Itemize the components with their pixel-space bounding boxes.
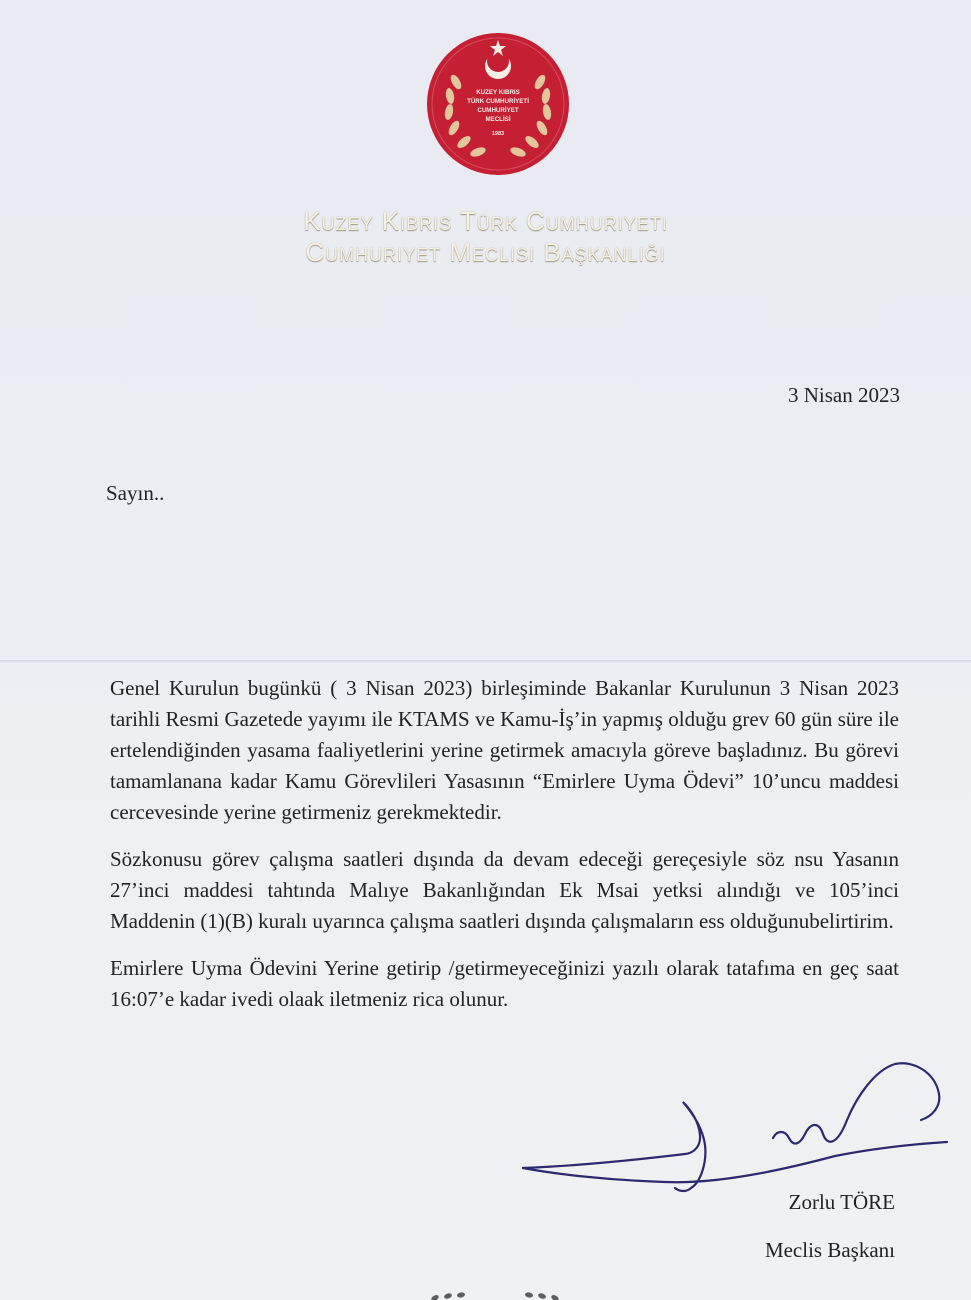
seal-text-line-1: KUZEY KIBRIS [476, 89, 520, 96]
seal-text-line-4: MECLİSİ [485, 116, 511, 123]
letter-date: 3 Nisan 2023 [788, 383, 900, 407]
parliament-seal-logo [426, 32, 570, 176]
letterhead [0, 206, 971, 268]
seal-text-line-2: TÜRK CUMHURİYETİ [467, 98, 529, 105]
letterhead-line-2: Cumhuriyet Meclisi Başkanlığı [305, 237, 666, 267]
paragraph-1: Genel Kurulun bugünkü ( 3 Nisan 2023) birleşiminde Bakanlar Kurulunun 3 Nisan 2023 tarihli Resmi Gazetede yayımı ile KTAMS ve Kamu-İş’in yapmış olduğu grev 60 gün süre ile ertelendiğinden yasama faaliyetlerini yerine getirmek amacıyla göreve başladınız. Bu görevi tamamlanana kadar Kamu Görevlileri Yasasının “Emirlere Uyma Ödevi” 10’uncu maddesi cercevesinde yerine getirmeniz gerekmektedir. [110, 676, 899, 824]
paper-fold-line [0, 660, 971, 663]
handwritten-signature [515, 1050, 955, 1200]
paragraph-3: Emirlere Uyma Ödevini Yerine getirip /getirmeyeceğinizi yazılı olarak tatafıma en geç saat 16:07’e kadar ivedi olaak iletmeniz rica olunur. [110, 956, 899, 1011]
salutation: Sayın.. [106, 481, 165, 505]
seal-text-line-3: CUMHURİYET [477, 107, 519, 114]
letter-body [110, 673, 899, 1031]
footer-laurel-icon [420, 1286, 570, 1300]
signer-title: Meclis Başkanı [764, 1238, 895, 1262]
signer-name: Zorlu TÖRE [788, 1190, 895, 1214]
seal-year: 1983 [491, 131, 505, 137]
letterhead-line-1: Kuzey Kıbrıs Türk Cumhuriyeti [303, 206, 668, 236]
paragraph-2: Sözkonusu görev çalışma saatleri dışında da devam edeceği gereçesiyle söz nsu Yasanın 27’inci maddesi tahtında Malıye Bakanlığından Ek Msai yetksi alındığı ve 105’inci Maddenin (1)(B) kuralı uyarınca çalışma saatleri dışında çalışmaların ess olduğunubelirtirim. [110, 847, 899, 933]
